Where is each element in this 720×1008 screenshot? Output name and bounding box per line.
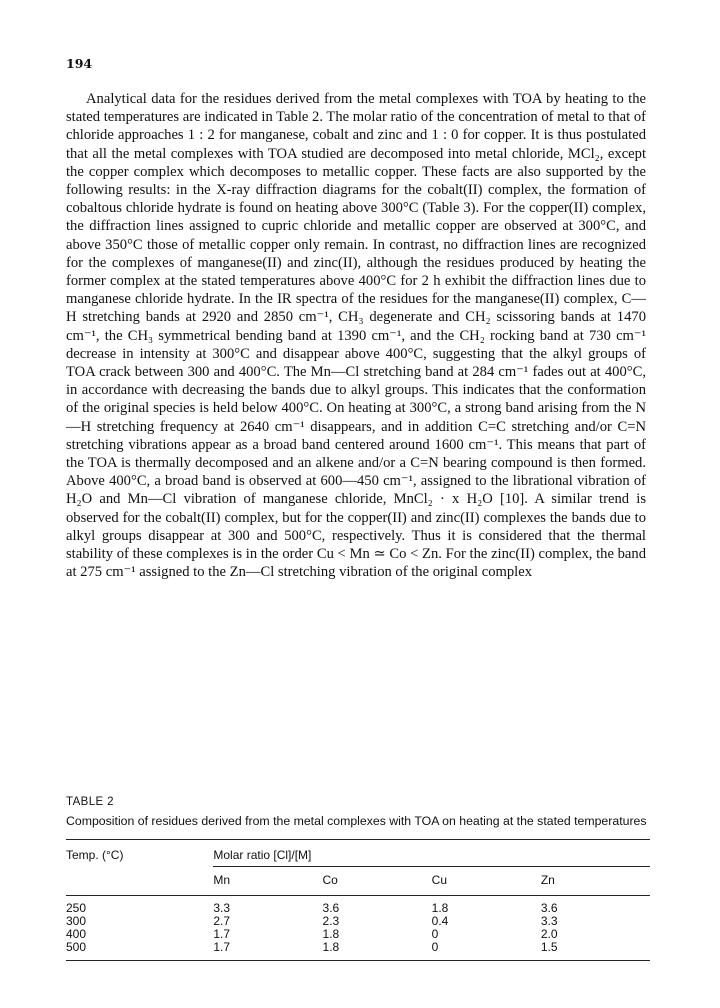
col-header-mn: Mn [213,867,322,896]
paragraph: Analytical data for the residues derived from the metal complexes with TOA by heating to the stated temperatures are indicated in Table 2. The molar ratio of the concentration of metal to that of chloride approaches 1 : 2 for manganese, cobalt and zinc and 1 : 0 for copper. It is thus postulated that all the metal complexes with TOA studied are decomposed into metal chloride, MCl₂, except the copper complex which decomposes to metallic copper. These facts are also supported by the following results: in the X-ray diffraction diagrams for the cobalt(II) complex, the formation of cobaltous chloride hydrate is found on heating above 300°C (Table 3). For the copper(II) complex, the diffraction lines assigned to cupric chloride and metallic copper are observed at 300°C, and above 350°C those of metallic copper only remain. In contrast, no diffraction lines are recognized for the complexes of manganese(II) and zinc(II), although the residues produced by heating the former complex at the stated temperatures above 400°C for 2 h exhibit the diffraction lines due to manganese chloride hydrate. In the IR spectra of the residues for the manganese(II) complex, C—H stretching bands at 2920 and 2850 cm⁻¹, CH₃ degenerate and CH₂ scissoring bands at 1470 cm⁻¹, the CH₃ symmetrical bending band at 1390 cm⁻¹, and the CH₂ rocking band at 730 cm⁻¹ decrease in intensity at 300°C and disappear above 400°C, suggesting that the alkyl groups of TOA crack between 300 and 400°C. The Mn—Cl stretching band at 284 cm⁻¹ fades out at 400°C, in accordance with decreasing the bands due to alkyl groups. This indicates that the conformation of the original species is held below 400°C. On heating at 300°C, a strong band arising from the N—H stretching frequency at 2640 cm⁻¹ disappears, and in addition C=C stretching and/or C=N stretching vibrations appear as a broad band centered around 1600 cm⁻¹. This means that part of the TOA is thermally decomposed and an alkene and/or a C=N bearing compound is then formed. Above 400°C, a broad band is observed at 600—450 cm⁻¹, assigned to the librational vibration of H₂O and Mn—Cl vibration of manganese chloride, MnCl₂ · x H₂O [10]. A similar trend is observed for the cobalt(II) complex, but for the copper(II) and zinc(II) complexes the bands due to alkyl groups disappear at 300 and 500°C, respectively. Thus it is considered that the thermal stability of these complexes is in the order Cu < Mn ≃ Co < Zn. For the zinc(II) complex, the band at 275 cm⁻¹ assigned to the Zn—Cl stretching vibration of the original complex [66,91,646,581]
cell-co: 1.8 [322,940,340,954]
cell-mn: 3.3 [213,896,322,916]
cell-zn: 3.6 [541,896,650,916]
cell-co: 2.3 [322,914,340,928]
cell-cu: 0 [431,927,439,941]
page-number: 194 [66,56,93,71]
table-row [66,915,650,928]
cell-temp: 250 [66,896,213,916]
cell-temp: 400 [66,927,87,941]
cell-temp: 300 [66,914,87,928]
cell-co: 1.8 [322,927,340,941]
cell-co: 3.6 [323,896,432,916]
cell-mn: 1.7 [213,940,231,954]
col-header-cu: Cu [432,867,541,896]
cell-cu: 0.4 [431,914,449,928]
cell-zn: 3.3 [540,914,558,928]
ratio-header: Molar ratio [Cl]/[M] [213,848,312,862]
cell-cu: 1.8 [432,896,541,916]
table-2 [66,796,650,961]
col-header-zn: Zn [541,867,650,896]
temp-header: Temp. (°C) [66,848,124,862]
table-row [66,941,650,958]
body-text [66,90,646,581]
table-label: TABLE 2 [66,796,114,808]
table-caption: Composition of residues derived from the metal complexes with TOA on heating at the stated temperatures [66,814,647,828]
cell-mn: 1.7 [213,927,231,941]
cell-mn: 2.7 [213,914,231,928]
cell-zn: 2.0 [540,927,558,941]
table-row [66,928,650,941]
col-header-co: Co [323,867,432,896]
data-table [66,839,650,961]
cell-temp: 500 [66,940,87,954]
cell-cu: 0 [431,940,439,954]
cell-zn: 1.5 [540,940,558,954]
table-row [66,896,650,916]
